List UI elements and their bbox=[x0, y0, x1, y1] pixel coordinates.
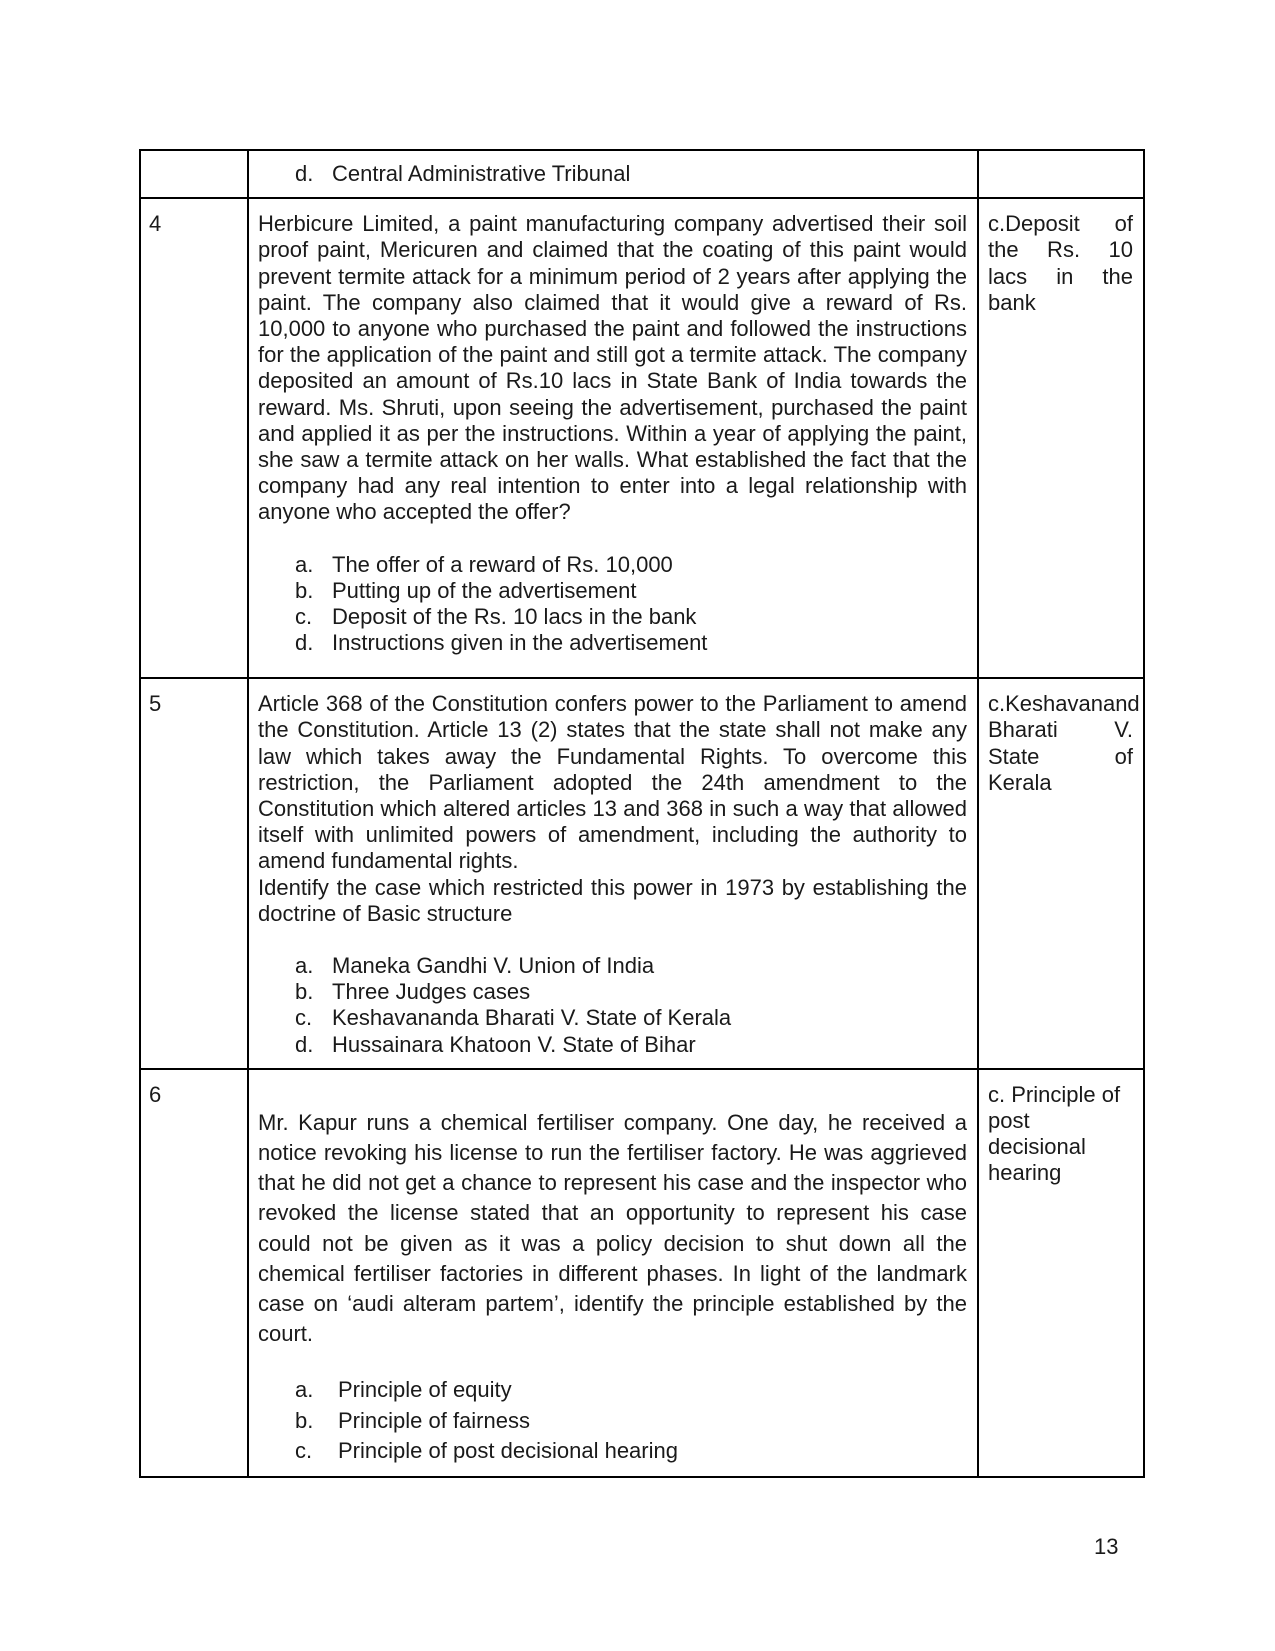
answer-cell: c.Deposit of the Rs. 10 lacs in the bank bbox=[978, 198, 1144, 678]
option-item bbox=[295, 1005, 967, 1031]
table-row bbox=[140, 198, 1144, 678]
option-letter: b. bbox=[295, 1407, 314, 1433]
answer-cell: c.Keshavanand Bharati V. State of Kerala bbox=[978, 678, 1144, 1069]
option-letter: c. bbox=[295, 604, 313, 630]
option-item bbox=[295, 1406, 967, 1436]
option-item bbox=[295, 1375, 967, 1405]
question-text: Herbicure Limited, a paint manufacturing company advertised their soil proof paint, Mericuren and claimed that the coating of this paint would prevent termite attack for a minimum period of 2 years after applying the paint. The company also claimed that it would give a reward of Rs. 10,000 to anyone who purchased the paint and followed the instructions for the application of the paint and still got a termite attack. The company deposited an amount of Rs.10 lacs in State Bank of India towards the reward. Ms. Shruti, upon seeing the advertisement, purchased the paint and applied it as per the instructions. Within a year of applying the paint, she saw a termite attack on her walls. What established the fact that the company had any real intention to enter into a legal relationship with anyone who accepted the offer? bbox=[258, 211, 967, 525]
question-cell bbox=[248, 678, 978, 1069]
option-text: Principle of equity bbox=[338, 1377, 512, 1403]
question-number: 5 bbox=[140, 678, 248, 1069]
option-text: Keshavananda Bharati V. State of Kerala bbox=[332, 1005, 732, 1031]
option-letter: c. bbox=[295, 1437, 313, 1463]
option-text: Maneka Gandhi V. Union of India bbox=[332, 953, 655, 979]
option-item bbox=[295, 979, 967, 1005]
answer-cell: c. Principle of post decisional hearing bbox=[978, 1069, 1144, 1477]
question-cell bbox=[248, 1069, 978, 1477]
table-row bbox=[140, 1069, 1144, 1477]
question-cell bbox=[248, 198, 978, 678]
question-answer-table bbox=[139, 149, 1145, 1478]
page-number: 13 bbox=[1094, 1534, 1119, 1559]
option-text: Hussainara Khatoon V. State of Bihar bbox=[332, 1031, 696, 1057]
options-list bbox=[258, 1375, 967, 1466]
question-cell bbox=[248, 150, 978, 198]
option-item bbox=[295, 1436, 967, 1466]
option-item bbox=[295, 630, 967, 656]
option-letter: a. bbox=[295, 1377, 314, 1403]
option-letter: c. bbox=[295, 1005, 313, 1031]
question-number bbox=[140, 150, 248, 198]
option-text: Central Administrative Tribunal bbox=[332, 161, 631, 186]
table-row bbox=[140, 150, 1144, 198]
option-letter: d. bbox=[295, 1031, 314, 1057]
option-item bbox=[295, 604, 967, 630]
option-item bbox=[295, 578, 967, 604]
option-letter: d. bbox=[295, 161, 314, 186]
option-letter: b. bbox=[295, 577, 314, 603]
option-item bbox=[295, 161, 967, 187]
option-text: Instructions given in the advertisement bbox=[332, 630, 708, 656]
option-text: Principle of post decisional hearing bbox=[338, 1437, 678, 1463]
question-text: Mr. Kapur runs a chemical fertiliser company. One day, he received a notice revoking his license to run the fertiliser factory. He was aggrieved that he did not get a chance to represent his case and the inspector who revoked the license stated that an opportunity to represent his case could not be given as it was a policy decision to shut down all the chemical fertiliser factories in different phases. In light of the landmark case on ‘audi alteram partem’, identify the principle established by the court. bbox=[258, 1109, 967, 1347]
option-letter: a. bbox=[295, 953, 314, 979]
question-number: 4 bbox=[140, 198, 248, 678]
option-text: Deposit of the Rs. 10 lacs in the bank bbox=[332, 604, 697, 630]
question-number: 6 bbox=[140, 1069, 248, 1477]
option-text: Three Judges cases bbox=[332, 979, 531, 1005]
question-text: Article 368 of the Constitution confers power to the Parliament to amend the Constitution. Article 13 (2) states that the state shall not make any law which takes away the Fundamental Rights. To overcome this restriction, the Parliament adopted the 24th amendment to the Constitution which altered articles 13 and 368 in such a way that allowed itself with unlimited powers of amendment, including the authority to amend fundamental rights. bbox=[258, 691, 967, 874]
question-prompt: Identify the case which restricted this power in 1973 by establishing the doctrine of Basic structure bbox=[258, 874, 967, 926]
option-text: Principle of fairness bbox=[338, 1407, 530, 1433]
options-list bbox=[258, 953, 967, 1058]
option-letter: b. bbox=[295, 979, 314, 1005]
answer-cell bbox=[978, 150, 1144, 198]
table-row bbox=[140, 678, 1144, 1069]
option-item bbox=[295, 1032, 967, 1058]
option-text: Putting up of the advertisement bbox=[332, 577, 637, 603]
options-list bbox=[258, 161, 967, 187]
option-letter: a. bbox=[295, 551, 314, 577]
option-item bbox=[295, 953, 967, 979]
option-letter: d. bbox=[295, 630, 314, 656]
options-list bbox=[258, 552, 967, 657]
option-item bbox=[295, 552, 967, 578]
option-text: The offer of a reward of Rs. 10,000 bbox=[332, 551, 673, 577]
